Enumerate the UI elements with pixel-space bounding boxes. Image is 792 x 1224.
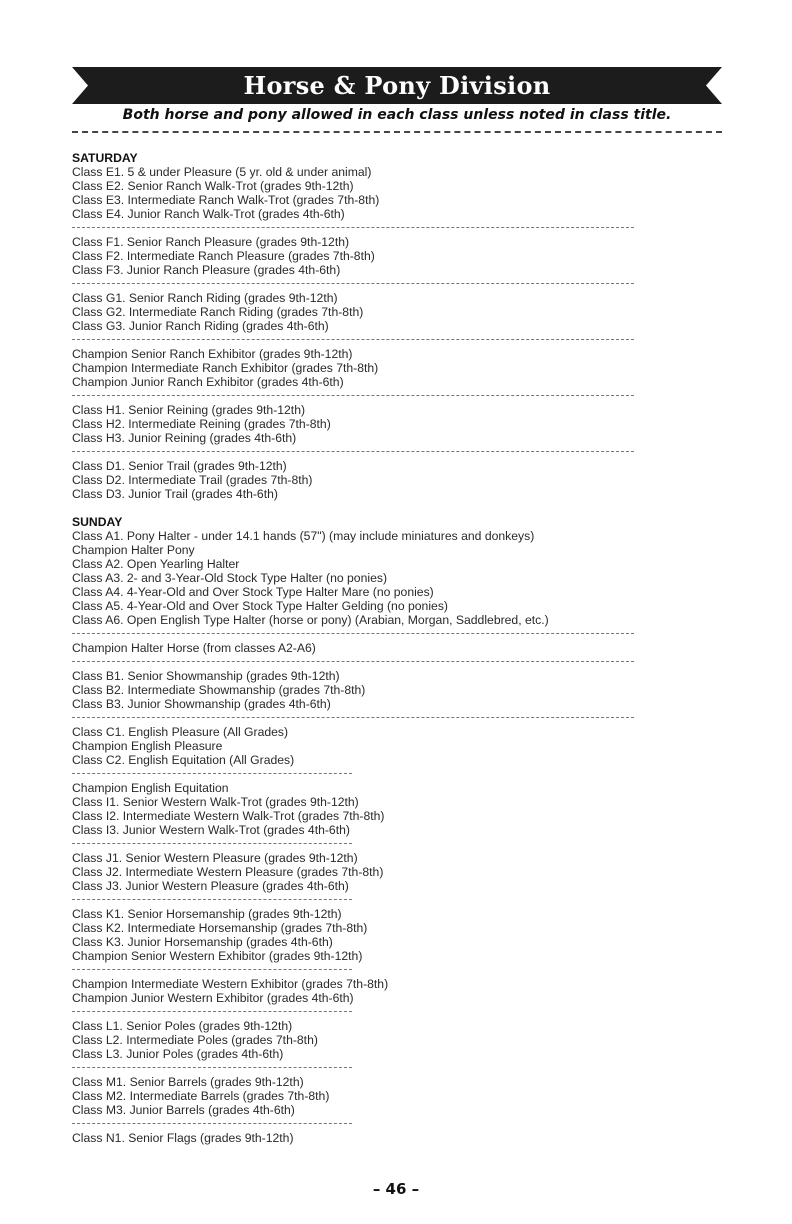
day-heading-sunday: SUNDAY [72,515,123,529]
class-line: Class B3. Junior Showmanship (grades 4th-6th) [72,697,331,711]
class-line: Champion Junior Western Exhibitor (grades 4th-6th) [72,991,354,1005]
class-line: Class A2. Open Yearling Halter [72,557,240,571]
class-line: Champion Senior Ranch Exhibitor (grades 9th-12th) [72,347,353,361]
class-line: Champion Intermediate Ranch Exhibitor (grades 7th-8th) [72,361,379,375]
class-line: Champion English Equitation [72,781,229,795]
class-line: Class C2. English Equitation (All Grades) [72,753,295,767]
class-line: Class H2. Intermediate Reining (grades 7th-8th) [72,417,331,431]
section-divider [72,1117,732,1131]
section-divider [72,445,732,459]
class-line: Class G2. Intermediate Ranch Riding (grades 7th-8th) [72,305,364,319]
page-title: Horse & Pony Division [243,71,551,100]
section-divider [72,711,732,725]
class-line: Class B1. Senior Showmanship (grades 9th-12th) [72,669,340,683]
class-line: Class D2. Intermediate Trail (grades 7th-8th) [72,473,313,487]
section-divider [72,221,732,235]
section-divider [72,627,732,641]
class-line: Class F2. Intermediate Ranch Pleasure (grades 7th-8th) [72,249,375,263]
class-line: Class D1. Senior Trail (grades 9th-12th) [72,459,287,473]
class-line: Class A6. Open English Type Halter (horse or pony) (Arabian, Morgan, Saddlebred, etc.) [72,613,549,627]
class-line: Class I3. Junior Western Walk-Trot (grades 4th-6th) [72,823,350,837]
class-line: Class M2. Intermediate Barrels (grades 7th-8th) [72,1089,330,1103]
class-line: Class K2. Intermediate Horsemanship (grades 7th-8th) [72,921,368,935]
class-line: Class A1. Pony Halter - under 14.1 hands (57") (may include miniatures and donkeys) [72,529,535,543]
class-line: Class J1. Senior Western Pleasure (grades 9th-12th) [72,851,358,865]
class-line: Class F1. Senior Ranch Pleasure (grades 9th-12th) [72,235,350,249]
class-line: Class A5. 4-Year-Old and Over Stock Type Halter Gelding (no ponies) [72,599,448,613]
class-line: Class G3. Junior Ranch Riding (grades 4th-6th) [72,319,329,333]
class-line: Class J2. Intermediate Western Pleasure (grades 7th-8th) [72,865,384,879]
day-gap [72,501,732,515]
class-schedule [72,151,732,1145]
day-heading-saturday: SATURDAY [72,151,138,165]
section-divider [72,767,732,781]
class-line: Champion Senior Western Exhibitor (grades 9th-12th) [72,949,363,963]
title-banner [72,67,722,104]
class-line: Class I2. Intermediate Western Walk-Trot (grades 7th-8th) [72,809,385,823]
section-divider [72,893,732,907]
section-divider [72,1005,732,1019]
class-line: Class E4. Junior Ranch Walk-Trot (grades 4th-6th) [72,207,345,221]
class-line: Class F3. Junior Ranch Pleasure (grades 4th-6th) [72,263,341,277]
class-line: Champion Junior Ranch Exhibitor (grades 4th-6th) [72,375,344,389]
class-line: Class J3. Junior Western Pleasure (grades 4th-6th) [72,879,349,893]
class-line: Class E3. Intermediate Ranch Walk-Trot (grades 7th-8th) [72,193,380,207]
class-line: Class A3. 2- and 3-Year-Old Stock Type Halter (no ponies) [72,571,388,585]
class-line: Class E1. 5 & under Pleasure (5 yr. old & under animal) [72,165,372,179]
section-divider [72,333,732,347]
class-line: Class E2. Senior Ranch Walk-Trot (grades 9th-12th) [72,179,354,193]
class-line: Champion English Pleasure [72,739,223,753]
class-line: Class B2. Intermediate Showmanship (grades 7th-8th) [72,683,366,697]
class-line: Class H3. Junior Reining (grades 4th-6th) [72,431,297,445]
class-line: Class D3. Junior Trail (grades 4th-6th) [72,487,278,501]
section-divider [72,837,732,851]
class-line: Class L2. Intermediate Poles (grades 7th-8th) [72,1033,318,1047]
class-line: Class I1. Senior Western Walk-Trot (grades 9th-12th) [72,795,359,809]
class-line: Champion Halter Horse (from classes A2-A6) [72,641,316,655]
section-divider [72,655,732,669]
class-line: Class G1. Senior Ranch Riding (grades 9th-12th) [72,291,338,305]
class-line: Class K1. Senior Horsemanship (grades 9th-12th) [72,907,342,921]
class-line: Class C1. English Pleasure (All Grades) [72,725,289,739]
section-divider [72,389,732,403]
class-line: Class H1. Senior Reining (grades 9th-12th) [72,403,306,417]
section-divider [72,277,732,291]
class-line: Champion Intermediate Western Exhibitor (grades 7th-8th) [72,977,389,991]
class-line: Class L1. Senior Poles (grades 9th-12th) [72,1019,293,1033]
class-line: Class L3. Junior Poles (grades 4th-6th) [72,1047,284,1061]
class-line: Class A4. 4-Year-Old and Over Stock Type Halter Mare (no ponies) [72,585,434,599]
section-divider [72,1061,732,1075]
class-line: Champion Halter Pony [72,543,195,557]
class-line: Class M1. Senior Barrels (grades 9th-12th) [72,1075,304,1089]
class-line: Class K3. Junior Horsemanship (grades 4th-6th) [72,935,333,949]
class-line: Class N1. Senior Flags (grades 9th-12th) [72,1131,294,1145]
class-line: Class M3. Junior Barrels (grades 4th-6th) [72,1103,295,1117]
division-note: Both horse and pony allowed in each class unless noted in class title. [122,107,672,123]
page-number: – 46 – [372,1180,420,1198]
header-divider [72,131,722,133]
section-divider [72,963,732,977]
